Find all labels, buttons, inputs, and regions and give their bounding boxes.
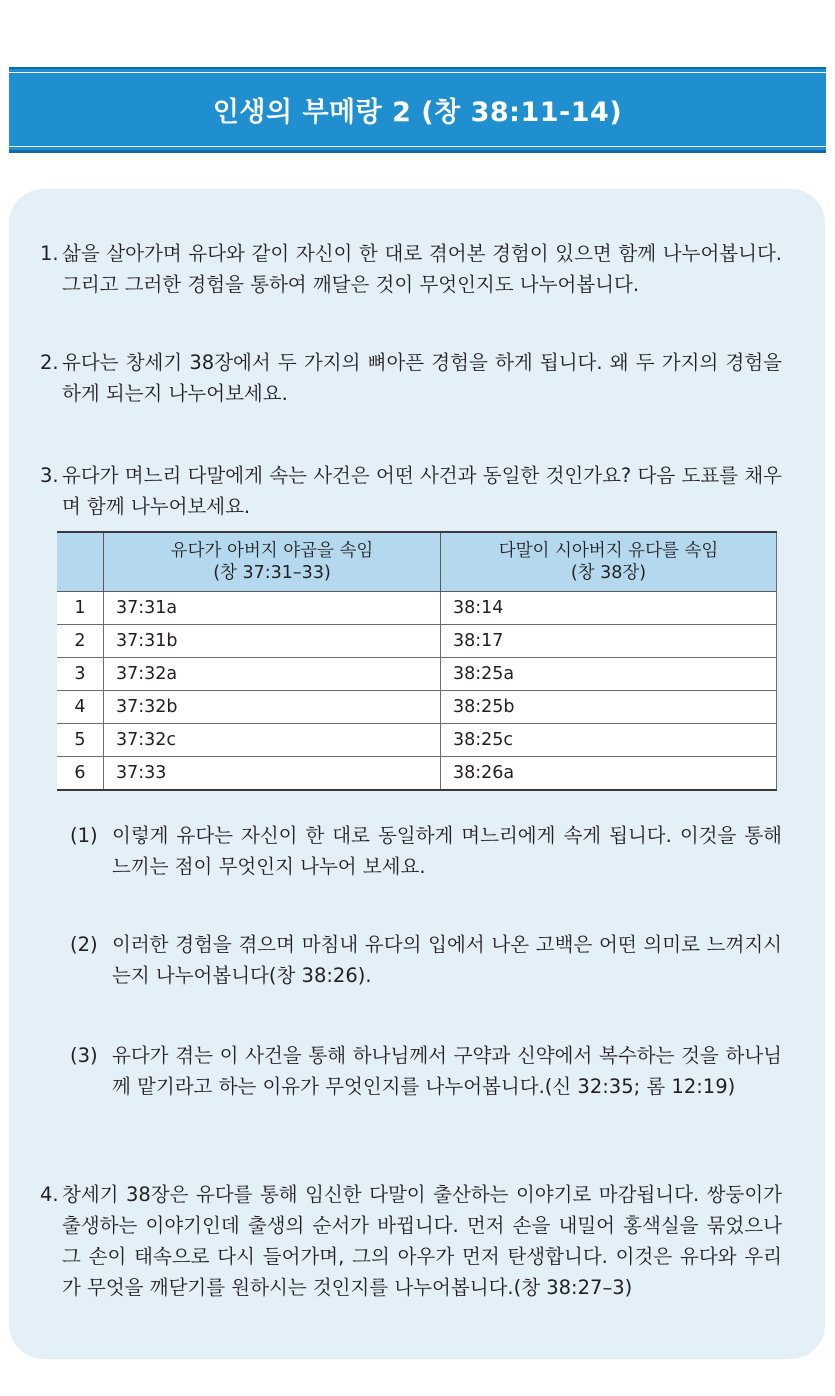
cell-judah-ref: 37:32c: [104, 724, 441, 757]
cell-tamar-ref: 38:26a: [441, 757, 777, 791]
question-text: 창세기 38장은 유다를 통해 임신한 다말이 출산하는 이야기로 마감됩니다. 쌍둥이가 출생하는 이야기인데 출생의 순서가 바뀝니다. 먼저 손을 내밀어 홍색실을 묶었으나 그 손이 태속으로 다시 들어가며, 그의 아우가 먼저 탄생합니다. 이것은 유다와 우리가 무엇을 깨닫기를 원하시는 것인지를 나누어봅니다.(창 38:27–3): [62, 1183, 782, 1299]
table-row: [57, 592, 777, 625]
question-text: 유다는 창세기 38장에서 두 가지의 뼈아픈 경험을 하게 됩니다. 왜 두 가지의 경험을 하게 되는지 나누어보세요.: [62, 351, 782, 405]
row-index: 5: [57, 724, 104, 757]
table-row: [57, 691, 777, 724]
table-row: [57, 658, 777, 691]
table-row: [57, 757, 777, 791]
header-cell-judah: [104, 532, 441, 592]
row-index: 2: [57, 625, 104, 658]
header-title: 유다가 아버지 야곱을 속임: [170, 541, 374, 561]
question-4: [40, 1179, 782, 1303]
table-row: [57, 724, 777, 757]
cell-judah-ref: 37:31b: [104, 625, 441, 658]
subquestion-2: [70, 929, 782, 991]
question-number: 3.: [40, 464, 59, 487]
subquestion-text: 이러한 경험을 겪으며 마침내 유다의 입에서 나온 고백은 어떤 의미로 느껴지시는지 나누어봅니다(창 38:26).: [112, 933, 782, 987]
cell-judah-ref: 37:32a: [104, 658, 441, 691]
subquestion-number: (1): [70, 824, 98, 847]
question-3: [40, 460, 782, 522]
subquestion-1: [70, 820, 782, 882]
header-index-cell: [57, 532, 104, 592]
cell-tamar-ref: 38:25a: [441, 658, 777, 691]
cell-tamar-ref: 38:25b: [441, 691, 777, 724]
question-2: [40, 347, 782, 409]
cell-judah-ref: 37:32b: [104, 691, 441, 724]
cell-tamar-ref: 38:14: [441, 592, 777, 625]
row-index: 6: [57, 757, 104, 791]
row-index: 3: [57, 658, 104, 691]
row-index: 4: [57, 691, 104, 724]
title-banner: [9, 67, 826, 153]
subquestion-text: 유다가 겪는 이 사건을 통해 하나님께서 구약과 신약에서 복수하는 것을 하나님께 맡기라고 하는 이유가 무엇인지를 나누어봅니다.(신 32:35; 롬 12:19): [112, 1044, 782, 1098]
subquestion-text: 이렇게 유다는 자신이 한 대로 동일하게 며느리에게 속게 됩니다. 이것을 통해 느끼는 점이 무엇인지 나누어 보세요.: [112, 824, 782, 878]
cell-judah-ref: 37:33: [104, 757, 441, 791]
header-title: 다말이 시아버지 유다를 속임: [498, 541, 719, 561]
question-1: [40, 238, 782, 300]
subquestion-3: [70, 1040, 782, 1102]
table-header-row: [57, 532, 777, 592]
cell-tamar-ref: 38:25c: [441, 724, 777, 757]
subquestion-number: (2): [70, 933, 98, 956]
cell-judah-ref: 37:31a: [104, 592, 441, 625]
question-text: 유다가 며느리 다말에게 속는 사건은 어떤 사건과 동일한 것인가요? 다음 도표를 채우며 함께 나누어보세요.: [62, 464, 782, 518]
question-number: 4.: [40, 1183, 59, 1206]
question-text: 삶을 살아가며 유다와 같이 자신이 한 대로 겪어본 경험이 있으면 함께 나누어봅니다. 그리고 그러한 경험을 통하여 깨달은 것이 무엇인지도 나누어봅니다.: [62, 242, 782, 296]
question-number: 1.: [40, 242, 59, 265]
header-ref: (창 37:31–33): [213, 563, 331, 583]
question-number: 2.: [40, 351, 59, 374]
comparison-table: [57, 531, 777, 791]
table-row: [57, 625, 777, 658]
cell-tamar-ref: 38:17: [441, 625, 777, 658]
header-cell-tamar: [441, 532, 777, 592]
header-ref: (창 38장): [570, 563, 647, 583]
row-index: 1: [57, 592, 104, 625]
subquestion-number: (3): [70, 1044, 98, 1067]
page-title: 인생의 부메랑 2 (창 38:11-14): [212, 97, 623, 128]
